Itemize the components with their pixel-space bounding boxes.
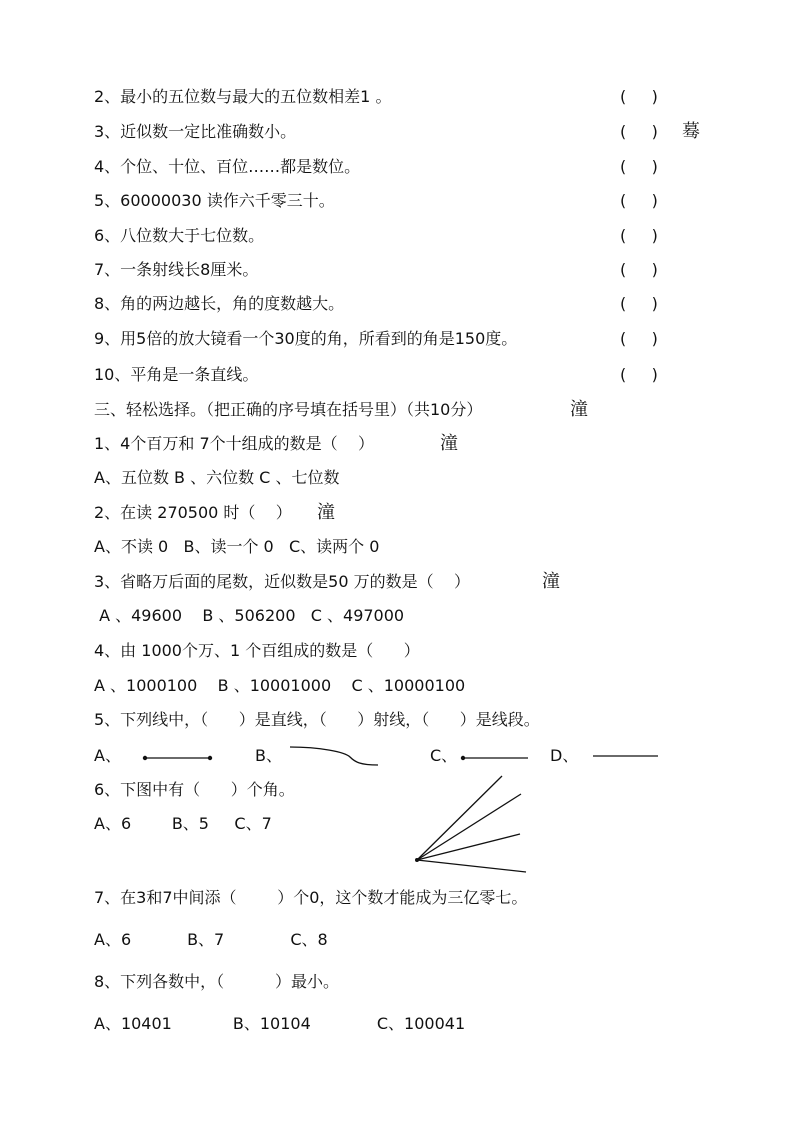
- question-2-options: A、不读 0 B、读一个 0 C、读两个 0: [94, 537, 380, 556]
- question-1-options: A、五位数 B 、六位数 C 、七位数: [94, 468, 340, 487]
- stray-mark: 潼: [317, 502, 335, 523]
- answer-blank[interactable]: ( ): [620, 294, 658, 313]
- question-3-options: A 、49600 B 、506200 C 、497000: [94, 606, 405, 625]
- option-d-label: D、: [550, 746, 579, 765]
- section-heading: 三、轻松选择。（把正确的序号填在括号里）（共10分）: [94, 400, 483, 419]
- answer-blank[interactable]: ( ): [620, 329, 658, 348]
- question-5: 5、下列线中，（ ）是直线，（ ）射线，（ ）是线段。: [94, 710, 540, 729]
- tf-text: 4、个位、十位、百位……都是数位。: [94, 157, 361, 176]
- question-8-options: A、10401 B、10104 C、100041: [94, 1014, 466, 1033]
- tf-text: 2、最小的五位数与最大的五位数相差1 。: [94, 87, 392, 106]
- question-6: 6、下图中有（ ）个角。: [94, 780, 295, 799]
- option-a-segment-figure: [143, 756, 212, 760]
- question-7-options: A、6 B、7 C、8: [94, 930, 328, 949]
- question-7: 7、在3和7中间添（ ）个0，这个数才能成为三亿零七。: [94, 888, 528, 907]
- stray-mark: 蓦: [682, 121, 700, 142]
- tf-text: 5、60000030 读作六千零三十。: [94, 191, 335, 210]
- stray-mark: 潼: [570, 399, 588, 420]
- tf-text: 7、一条射线长8厘米。: [94, 260, 259, 279]
- tf-text: 10、平角是一条直线。: [94, 365, 259, 384]
- option-a-label: A、: [94, 746, 121, 765]
- answer-blank[interactable]: ( ): [620, 191, 658, 210]
- tf-text: 3、近似数一定比准确数小。: [94, 122, 297, 141]
- question-6-options: A、6 B、5 C、7: [94, 814, 272, 833]
- tf-text: 9、用5倍的放大镜看一个30度的角，所看到的角是150度。: [94, 329, 518, 348]
- tf-text: 8、角的两边越长，角的度数越大。: [94, 294, 345, 313]
- option-c-label: C、: [430, 746, 458, 765]
- angle-figure: [415, 776, 526, 872]
- option-b-label: B、: [255, 746, 282, 765]
- answer-blank[interactable]: ( ): [620, 157, 658, 176]
- answer-blank[interactable]: ( ): [620, 365, 658, 384]
- stray-mark: 潼: [542, 571, 560, 592]
- stray-mark: 潼: [440, 433, 458, 454]
- question-8: 8、下列各数中，（ ）最小。: [94, 972, 340, 991]
- answer-blank[interactable]: ( ): [620, 260, 658, 279]
- question-3: 3、省略万后面的尾数，近似数是50 万的数是（ ）: [94, 572, 470, 591]
- tf-text: 6、八位数大于七位数。: [94, 226, 265, 245]
- option-c-ray-figure: [461, 756, 528, 760]
- answer-blank[interactable]: ( ): [620, 226, 658, 245]
- question-4-options: A 、1000100 B 、10001000 C 、10000100: [94, 676, 466, 695]
- question-4: 4、由 1000个万、1 个百组成的数是（ ）: [94, 641, 420, 660]
- question-2: 2、在读 270500 时（ ）: [94, 503, 292, 522]
- answer-blank[interactable]: ( ): [620, 87, 658, 106]
- question-1: 1、4个百万和 7个十组成的数是（ ）: [94, 434, 374, 453]
- option-b-curve-figure: [290, 747, 378, 765]
- answer-blank[interactable]: ( ): [620, 122, 658, 141]
